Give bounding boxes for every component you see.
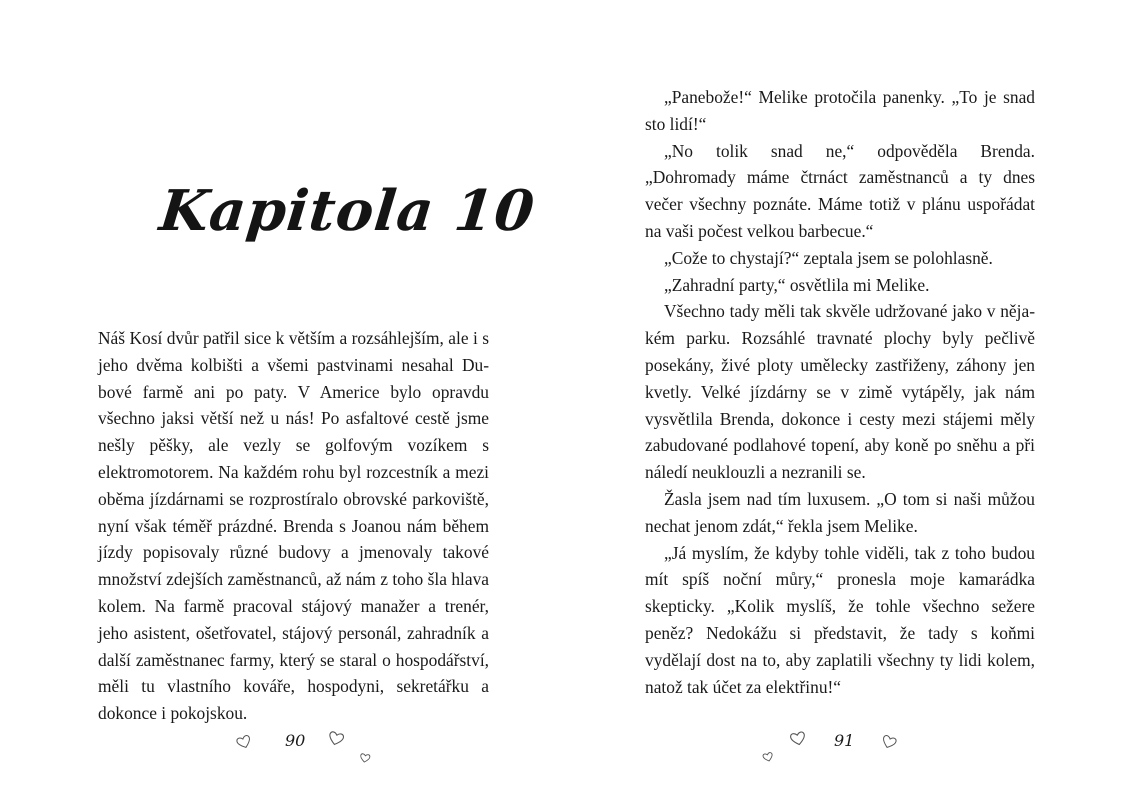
body-paragraph: „Zahradní party,“ osvětlila mi Melike. (664, 274, 930, 295)
body-paragraph: Žasla jsem nad tím luxusem. „O tom si naši můžou nechat jenom zdát,“ řekla jsem Melike. (645, 488, 1035, 536)
heart-outline-icon (236, 735, 252, 749)
heart-outline-icon (359, 753, 371, 763)
page-number: 90 (285, 731, 306, 750)
body-paragraph: Všechno tady měli tak skvěle udržované jako v nějakém parku. Rozsáhlé travnaté plochy byly pečlivě posekány, živé ploty umělecky zastřiženy, záhony jen kvetly. Velké jízdárny se v zimě vytápěly, jak nám vysvětlila Brenda, dokonce i cesty mezi stájemi měly zabudované podlahové topení, aby koně po sněhu a při náledí neuklouzli a nezranili se. (645, 301, 1035, 483)
right-folio (756, 725, 956, 775)
body-paragraph: „Panebože!“ Melike protočila panenky. „To je snad sto lidí!“ (645, 87, 1035, 134)
heart-outline-icon (762, 752, 774, 762)
heart-outline-icon (881, 735, 897, 749)
body-paragraph: Náš Kosí dvůr patřil sice k větším a rozsáhlejším, ale i s jeho dvěma kolbišti a všemi pastvinami nesahal Dubové farmě ani po paty. V Americe bylo opravdu všechno jaksi větší než u nás! Po asfaltové cestě jsme nešly pěšky, ale vezly se golfovým vozíkem s elektromotorem. Na každém rohu byl rozcestník a mezi oběma jízdárnami se rozprostíralo obrovské parkoviště, nyní však téměř prázdné. Brenda s Joanou nám během jízdy popisovaly různé budovy a jmenovaly takové množství zdejších zaměstnanců, až nám z toho šla hlava kolem. Na farmě pracoval stájový manažer a trenér, jeho asistent, ošetřovatel, stájový personál, zahradník a další zaměstnanec farmy, který se staral o hospodářství, měli tu vlastního kováře, hospodyni, sekretářku a dokonce i pokojskou. (98, 328, 489, 724)
heart-outline-icon (327, 731, 345, 746)
body-paragraph: „No tolik snad ne,“ odpověděla Brenda. „Dohromady máme čtrnáct zaměstnanců a ty dnes večer všechny poznáte. Máme totiž v plánu uspořádat na vaši počest velkou barbecue.“ (645, 140, 1035, 241)
left-folio (230, 725, 430, 775)
left-page-body (98, 325, 489, 727)
right-page-body (645, 84, 1035, 700)
chapter-title: Kapitola 10 (156, 177, 539, 244)
body-paragraph: „Já myslím, že kdyby tohle viděli, tak z toho budou mít spíš noční můry,“ pronesla moje kamarádka skepticky. „Kolik myslíš, že tohle všechno sežere peněz? Nedokážu si představit, že tady s koňmi vydělají dost na to, aby zaplatili všechny ty lidi kolem, natož tak účet za elektřinu!“ (645, 542, 1035, 697)
page-number: 91 (834, 731, 855, 750)
heart-outline-icon (789, 731, 807, 746)
body-paragraph: „Cože to chystají?“ zeptala jsem se polohlasně. (664, 247, 993, 268)
right-page (566, 0, 1132, 800)
